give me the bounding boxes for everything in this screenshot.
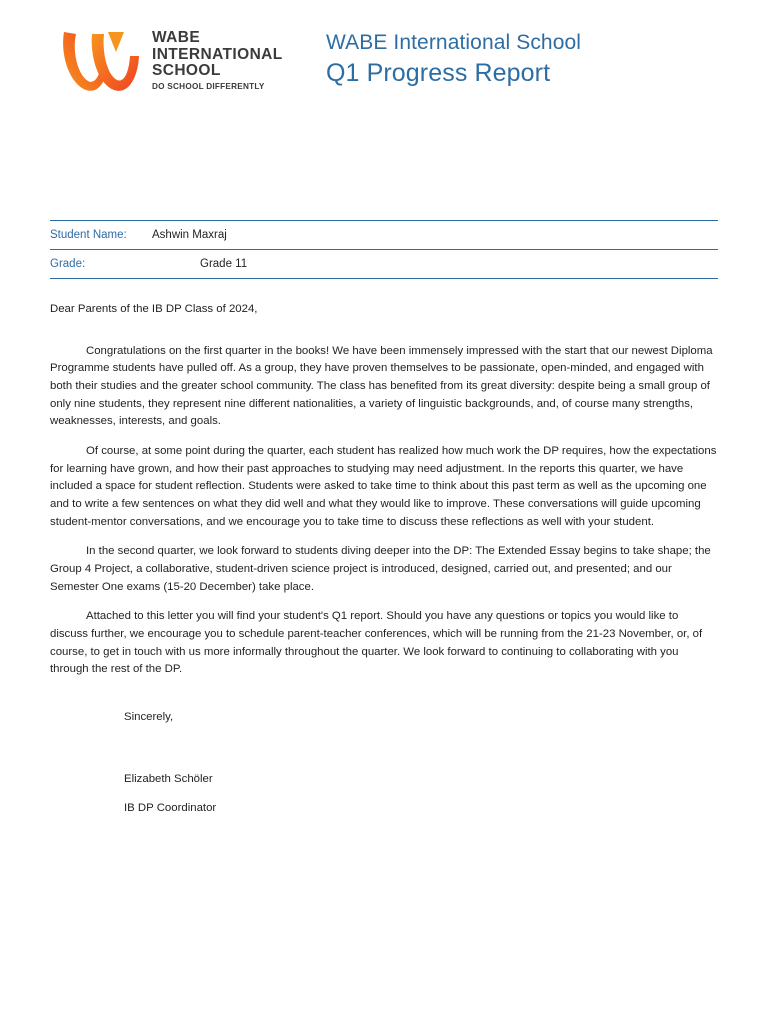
document-header [50, 0, 718, 136]
letter-paragraph-2: Of course, at some point during the quarter, each student has realized how much work the DP requires, how the expectations for learning have grown, and how their past approaches to studying may need adjustment. In the reports this quarter, we have included a space for student reflection. Students were asked to take time to think about this past term as well as the upcoming one and to write a few sentences on what they did well and what they would like to improve. These conversations will guide upcoming student-mentor conversations, and we encourage you to take time to discuss these reflections as well with your student. [50, 445, 717, 528]
table-row [50, 221, 718, 249]
school-name: WABE International School [326, 31, 582, 54]
letter-closing: Sincerely, [124, 711, 174, 724]
student-name-value: Ashwin Maxraj [152, 229, 227, 241]
logo-line-1: WABE [152, 29, 201, 47]
letter-paragraph-1: Congratulations on the first quarter in the books! We have been immensely impressed with the start that our newest Diploma Programme students have pulled off. As a group, they have proven themselves to be passionate, open-minded, and engaged with both their studies and the greater school community. The class has benefited from its great diversity: despite being a small group of only nine students, they represent nine different nationalities, a variety of linguistic backgrounds, and, of course many strengths, weaknesses, interests, and goals. [50, 344, 713, 428]
logo-line-2: INTERNATIONAL [152, 45, 283, 63]
letter-signature [50, 709, 718, 818]
letter-body [50, 301, 718, 818]
student-name-label: Student Name: [50, 229, 127, 241]
logo-line-3: SCHOOL [152, 62, 221, 80]
letter-paragraph-3: In the second quarter, we look forward to students diving deeper into the DP: The Extended Essay begins to take shape; the Group 4 Project, a collaborative, student-driven science project is introduced, designed, carried out, and presented; and our Semester One exams (15-20 December) take place. [50, 545, 711, 593]
school-logo [50, 26, 308, 96]
wabe-w-logo-icon [58, 26, 142, 96]
student-info-table [50, 220, 718, 279]
signer-name: Elizabeth Schöler [124, 772, 213, 785]
page-title: Q1 Progress Report [326, 59, 551, 88]
document-title-block [326, 26, 581, 90]
signer-role: IB DP Coordinator [124, 802, 217, 815]
logo-wordmark [152, 30, 283, 92]
letter-salutation: Dear Parents of the IB DP Class of 2024, [50, 303, 258, 315]
table-row [50, 249, 718, 278]
letter-paragraph-4: Attached to this letter you will find your student's Q1 report. Should you have any questions or topics you would like to discuss further, we encourage you to schedule parent-teacher conferences, which will be running from the 21-23 November, or, of course, to get in touch with us more informally throughout the quarter. We look forward to continuing to collaborating with you through the rest of the DP. [50, 610, 703, 676]
grade-value: Grade 11 [200, 258, 248, 270]
logo-tagline: DO SCHOOL DIFFERENTLY [152, 81, 265, 91]
grade-label: Grade: [50, 258, 86, 270]
